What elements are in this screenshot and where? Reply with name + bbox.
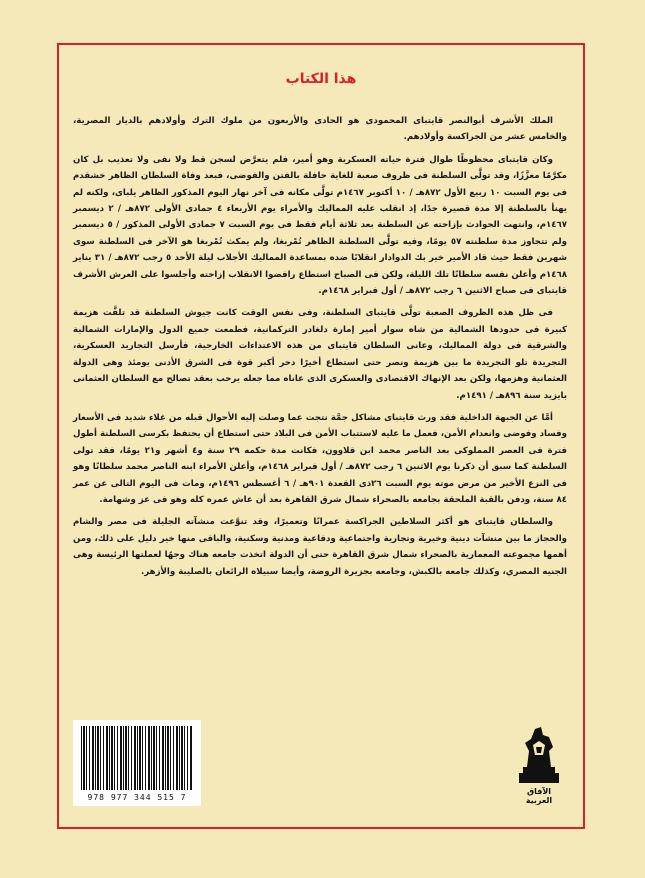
- book-description: [73, 113, 567, 586]
- isbn-barcode: [73, 720, 201, 806]
- cover-title: هذا الكتاب: [285, 71, 357, 87]
- horseman-logo-icon: [513, 721, 565, 787]
- isbn-number: 978 977 344 515 7: [87, 793, 187, 802]
- paragraph-accession: وكان قايتباى محظوظًا طوال فترة حياته العسكرية وهو أمير، فلم يتعرَّض لسجن قط ولا نفى ولا تعذيب بل كان مكرَّمًا معزَّزًا، وقد تولَّى السلطنة فى ظروف صعبة للغاية حافلة بالفتن والفوضى، فبعد وفاة السلطان الظاهر خشقدم فى يوم السبت ١٠ ربيع الأول ٨٧٢هـ / ١٠ أكتوبر ١٤٦٧م تولَّى مكانه فى آخر نهار اليوم المذكور الظاهر يلباى، ولكنه لم يهنأ بالسلطنة إلا مدة قصيرة جدًا، إذ انقلب عليه المماليك والأمراء يوم الأربعاء ٤ جمادى الأولى ٨٧٢هـ / ٢ ديسمبر ١٤٦٧م، وانتهت الحوادث بإزاحته عن السلطنة بعد ثلاثة أيام فقط فى يوم السبت ٧ جمادى الأولى المذكور / ٥ ديسمبر ولم تتجاوز مدة سلطنته ٥٧ يومًا، وفيه تولَّى السلطنة الظاهر تُمْربغا، ولم يمكث تُمْربغا هو الآخر فى السلطنة سوى شهرين فقط حيث قاد الأمير خير بك الدوادار انقلابًا ضده بمساعدة المماليك الأجلاب ليلة الأحد ٥ رجب ٨٧٢هـ / ٣١ يناير ١٤٦٨م وأعلن نفسه سلطانًا تلك الليلة، ولكن فى الصباح استطاع رافضوا الانقلاب إزاحته وأجلسوا على العرش الأشرف قايتباى فى صباح الاثنين ٦ رجب ٨٧٢هـ / أول فبراير ١٤٦٨م.: [73, 154, 568, 297]
- back-cover-frame: [57, 43, 585, 829]
- barcode-bars: [81, 726, 193, 790]
- publisher-logo: [513, 721, 565, 805]
- paragraph-internal-affairs: أمَّا عن الجبهة الداخلية فقد ورث قايتباى مشاكل جمَّة نتجت عما وصلت إليه الأحوال قبله من غلاء شديد فى الأسعار وفساد وفوضى وانعدام الأمن، فعمل ما عليه لاستتباب الأمن فى البلاد حتى استطاع أن يحتفظ بكرسى السلطنة أطول فترة فى العصر المملوكى بعد الناصر محمد ابن قلاوون، فكانت مدة حكمه ٢٩ سنة و٤ أشهر و٢١ يومًا، فقد تولى السلطنة كما سبق أن ذكرنا يوم الاثنين ٦ رجب ٨٧٢هـ / أول فبراير ١٤٦٨م، وأعلن الأمراء ابنه الناصر محمد سلطانًا وهو فى النزع الأخير من مرض موته يوم السبت ٢٦ذى القعدة ٩٠١هـ / ٦ أغسطس ١٤٩٦م، ومات فى اليوم التالى عن عمر ٨٤ سنة، ودفن بالقبة الملحقة بجامعه بالصحراء شمال شرق القاهرة بعد أن عاش عمره كله وهو فى عز وشهامة.: [73, 412, 568, 505]
- publisher-name: الآفاق العربية: [525, 787, 553, 805]
- paragraph-intro: الملك الأشرف أبوالنصر قايتباى المحمودى هو الحادى والأربعون من ملوك الترك وأولادهم بالديار المصرية، والخامس عشر من الجراكسة وأولادهم.: [73, 116, 567, 143]
- paragraph-architecture: والسلطان قايتباى هو أكثر السلاطين الجراكسة عمرانًا وتعميرًا، وقد تنوَّعت منشآته الجليلة فى مصر والشام والحجاز ما بين منشآت دينية وخيرية وتجارية واجتماعية ودفاعية ومدنية وسكنية، والباقى منها خير دليل على ذلك، ومن أهمها مجموعته المعمارية بالصحراء شمال شرق القاهرة حتى أن الدولة اتخذت جامعه هناك وجهًا لعملتها الرئيسة وهى الجنيه المصري، وكذلك جامعه بالكبش، وجامعه بجزيرة الروضة، وأيضا سبيلاه الرائعان بالصليبة والأزهر.: [73, 517, 567, 577]
- paragraph-external-wars: فى ظل هذه الظروف الصعبة تولَّى قايتباى السلطنة، وفى نفس الوقت كانت جيوش السلطنة قد تلقَّت هزيمة كبيرة فى حدودها الشمالية من شاه سوار أمير إمارة دلغادر التركمانية، فطمعت جميع الدول والإمارات الشمالية والشرقية فى دولة المماليك، وعانى السلطان قايتباى من هذه الاعتداءات الخارجية، فأرسل التجاريد العسكرية، التجريدة تلو التجريدة ما بين هزيمة ونصر حتى استطاع أخيرًا دحر أكبر قوة فى الشرق الأدنى يومئذ وهى الدولة العثمانية وهزمها، ولكن بعد الإنهاك الاقتصادى والعسكرى الذى عاناه مما جعله يرحب بعقد تصالح مع السلطان العثمانى بايزيد سنة ٨٩٦هـ / ١٤٩١م.: [73, 308, 567, 401]
